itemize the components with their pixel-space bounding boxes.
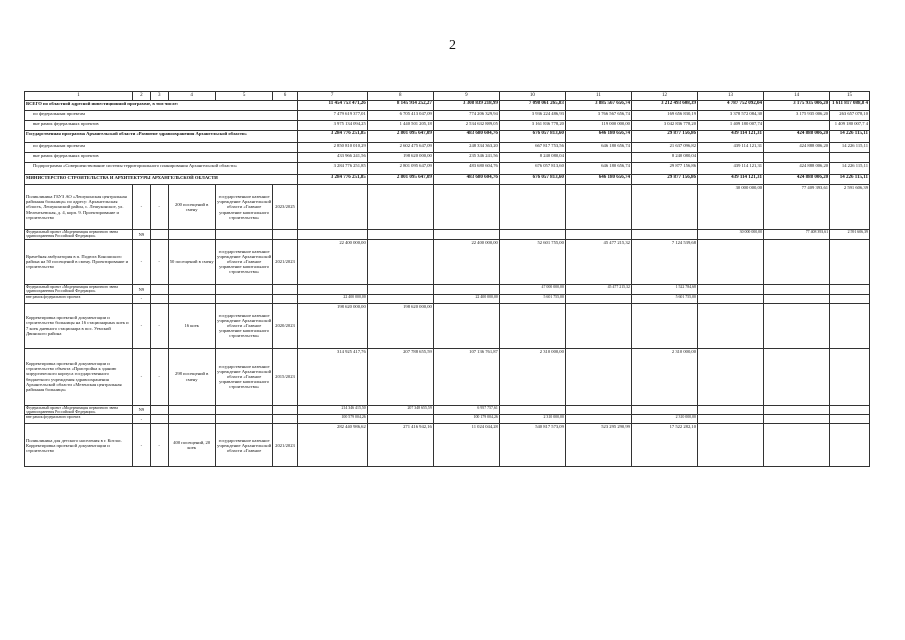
- project-code-a: -: [132, 303, 150, 348]
- column-number-cell: 6: [273, 92, 297, 101]
- amount-cell: 100 179 004,26: [433, 415, 499, 424]
- amount-cell: 282 440 986,62: [297, 424, 367, 467]
- summary-row: [25, 101, 870, 111]
- amount-cell: 424 888 006,20: [764, 175, 830, 185]
- amount-cell: [631, 303, 697, 348]
- amount-cell: [631, 230, 697, 240]
- amount-cell: [565, 153, 631, 163]
- project-period: 2015/2023: [273, 348, 297, 405]
- amount-cell: 5 601 755,00: [499, 294, 565, 303]
- summary-row-label: Подпрограмма «Совершенствование системы территориального планирования Архангельской области»: [25, 163, 298, 175]
- amount-cell: 2 310 000,00: [499, 348, 565, 405]
- project-code-b: -: [150, 185, 168, 230]
- empty-cell: [150, 294, 168, 303]
- amount-cell: 3 308 839 218,99: [433, 101, 499, 111]
- project-row: [25, 185, 870, 230]
- amount-cell: [764, 284, 830, 294]
- project-name: Корректировка проектной документации и строительство объекта «Пристройка к зданию хирургического корпуса государственного бюджетного учреждения здравоохранения Архангельской области «Мезенская центральная районная больница»: [25, 348, 133, 405]
- amount-cell: 1 440 501 205,18: [367, 121, 433, 131]
- amount-cell: 424 888 006,20: [764, 131, 830, 143]
- amount-cell: 198 620 000,00: [367, 153, 433, 163]
- amount-cell: [698, 303, 764, 348]
- amount-cell: [830, 348, 870, 405]
- amount-cell: 45 477 215,32: [565, 284, 631, 294]
- empty-cell: [215, 284, 273, 294]
- amount-cell: 4 787 752 092,04: [698, 101, 764, 111]
- amount-cell: [764, 153, 830, 163]
- project-customer: государственное казенное учреждение Архангельской области «Главное управление капитального строительства»: [215, 303, 273, 348]
- amount-cell: 676 057 813,60: [499, 175, 565, 185]
- amount-cell: 8 145 914 252,27: [367, 101, 433, 111]
- funding-source-label: вне рамок федерального проекта: [25, 415, 133, 424]
- amount-cell: [698, 415, 764, 424]
- amount-cell: [499, 230, 565, 240]
- project-row: [25, 303, 870, 348]
- amount-cell: 3 212 493 608,39: [631, 101, 697, 111]
- project-period: 2020/2023: [273, 303, 297, 348]
- amount-cell: 29 877 156,86: [631, 131, 697, 143]
- amount-cell: 3 284 776 251,85: [297, 163, 367, 175]
- amount-cell: [367, 185, 433, 230]
- amount-cell: 22 400 000,00: [433, 239, 499, 284]
- empty-cell: [215, 405, 273, 415]
- project-period: 2021/2023: [273, 239, 297, 284]
- summary-row: [25, 131, 870, 143]
- amount-cell: 5 601 755,00: [631, 294, 697, 303]
- summary-row: [25, 153, 870, 163]
- project-name: Поликлиника для детского населения в г. Котлас. Корректировка проектной документации и строительство: [25, 424, 133, 467]
- amount-cell: [764, 405, 830, 415]
- project-capacity: 200 посещений в смену: [168, 185, 215, 230]
- column-number-cell: 2: [132, 92, 150, 101]
- amount-cell: 22 400 000,00: [297, 239, 367, 284]
- empty-cell: [273, 230, 297, 240]
- funding-source-row: [25, 294, 870, 303]
- amount-cell: 1 409 180 007,74: [698, 121, 764, 131]
- amount-cell: [433, 185, 499, 230]
- column-number-cell: 9: [433, 92, 499, 101]
- amount-cell: 3 042 836 778,20: [631, 121, 697, 131]
- project-code-b: -: [150, 424, 168, 467]
- amount-cell: 483 680 604,76: [433, 163, 499, 175]
- amount-cell: 107 136 761,87: [433, 348, 499, 405]
- amount-cell: [499, 185, 565, 230]
- amount-cell: [830, 405, 870, 415]
- amount-cell: 14 226 115,11: [830, 175, 870, 185]
- amount-cell: 198 620 000,00: [297, 303, 367, 348]
- empty-cell: [215, 415, 273, 424]
- amount-cell: 1 409 180 007,7 4: [830, 121, 870, 131]
- empty-cell: [168, 230, 215, 240]
- amount-cell: 77 409 393,61: [764, 185, 830, 230]
- amount-cell: [433, 230, 499, 240]
- column-number-cell: 5: [215, 92, 273, 101]
- amount-cell: 424 888 006,20: [764, 163, 830, 175]
- amount-cell: [830, 415, 870, 424]
- empty-cell: [215, 230, 273, 240]
- amount-cell: [764, 303, 830, 348]
- amount-cell: 2 534 632 889,05: [433, 121, 499, 131]
- amount-cell: [764, 424, 830, 467]
- empty-cell: [273, 405, 297, 415]
- amount-cell: 30 000 000,00: [698, 185, 764, 230]
- empty-cell: [150, 405, 168, 415]
- amount-cell: 2 801 095 647,09: [367, 131, 433, 143]
- amount-cell: 6 705 413 047,09: [367, 111, 433, 121]
- amount-cell: 207 348 655,59: [367, 405, 433, 415]
- amount-cell: [367, 415, 433, 424]
- amount-cell: [764, 294, 830, 303]
- empty-cell: [168, 284, 215, 294]
- amount-cell: [297, 185, 367, 230]
- empty-cell: [273, 284, 297, 294]
- empty-cell: [215, 294, 273, 303]
- amount-cell: 14 226 115,11: [830, 143, 870, 153]
- amount-cell: [830, 284, 870, 294]
- project-customer: государственное казенное учреждение Архангельской области «Главное управление капитального строительства»: [215, 239, 273, 284]
- funding-source-code: -: [132, 415, 150, 424]
- amount-cell: [698, 153, 764, 163]
- funding-source-row: [25, 415, 870, 424]
- amount-cell: 3 766 567 656,74: [565, 111, 631, 121]
- amount-cell: [698, 424, 764, 467]
- amount-cell: 483 680 604,76: [433, 175, 499, 185]
- project-capacity: 298 посещений в смену: [168, 348, 215, 405]
- amount-cell: 523 295 290,99: [565, 424, 631, 467]
- empty-cell: [150, 415, 168, 424]
- amount-cell: 1 522 784,68: [631, 284, 697, 294]
- project-capacity: 400 посещений, 20 коек: [168, 424, 215, 467]
- amount-cell: [565, 415, 631, 424]
- amount-cell: 6 957 757,61: [433, 405, 499, 415]
- amount-cell: [764, 348, 830, 405]
- amount-cell: 676 057 813,60: [499, 131, 565, 143]
- project-period: 2021/2023: [273, 424, 297, 467]
- amount-cell: 3 885 567 656,74: [565, 101, 631, 111]
- amount-cell: 646 180 656,74: [565, 163, 631, 175]
- empty-cell: [168, 294, 215, 303]
- amount-cell: 3 975 134 094,25: [297, 121, 367, 131]
- project-code-b: -: [150, 348, 168, 405]
- summary-row: [25, 175, 870, 185]
- project-customer: государственное казенное учреждение Архангельской области «Главное: [215, 424, 273, 467]
- amount-cell: [565, 230, 631, 240]
- amount-cell: 14 226 115,11: [830, 163, 870, 175]
- column-number-cell: 13: [698, 92, 764, 101]
- funding-source-code: N9: [132, 230, 150, 240]
- amount-cell: [830, 153, 870, 163]
- amount-cell: 2 801 095 647,09: [367, 163, 433, 175]
- amount-cell: 17 522 282,10: [631, 424, 697, 467]
- amount-cell: 314 925 417,76: [297, 348, 367, 405]
- amount-cell: 14 226 115,11: [830, 131, 870, 143]
- amount-cell: 207 788 655,59: [367, 348, 433, 405]
- amount-cell: 8 240 080,04: [499, 153, 565, 163]
- amount-cell: 22 400 000,00: [433, 294, 499, 303]
- summary-row-label: вне рамок федеральных проектов: [25, 121, 298, 131]
- amount-cell: 235 346 241,56: [433, 153, 499, 163]
- amount-cell: 646 180 656,74: [565, 131, 631, 143]
- amount-cell: [764, 415, 830, 424]
- summary-row: [25, 143, 870, 153]
- amount-cell: 100 579 004,26: [297, 415, 367, 424]
- amount-cell: 646 180 656,74: [565, 175, 631, 185]
- project-code-a: -: [132, 185, 150, 230]
- empty-cell: [150, 284, 168, 294]
- amount-cell: [565, 348, 631, 405]
- amount-cell: [565, 303, 631, 348]
- amount-cell: 676 057 813,60: [499, 163, 565, 175]
- amount-cell: 11 024 044,28: [433, 424, 499, 467]
- amount-cell: [367, 239, 433, 284]
- amount-cell: 540 817 573,09: [499, 424, 565, 467]
- summary-row-label: ВСЕГО по областной адресной инвестиционной программе, в том числе:: [25, 101, 298, 111]
- amount-cell: 439 114 121,31: [698, 175, 764, 185]
- amount-cell: 424 888 006,20: [764, 143, 830, 153]
- amount-cell: [764, 239, 830, 284]
- column-number-cell: 12: [631, 92, 697, 101]
- amount-cell: 3 161 836 778,20: [499, 121, 565, 131]
- amount-cell: [565, 294, 631, 303]
- project-name: Корректировка проектной документации и строительство больницы на 16 стационарных коек и 7 коек дневного стационара в пос. Уемский Двинского района: [25, 303, 133, 348]
- column-number-cell: 14: [764, 92, 830, 101]
- amount-cell: 45 477 215,32: [565, 239, 631, 284]
- amount-cell: 2 310 000,00: [499, 415, 565, 424]
- amount-cell: 3 284 776 251,85: [297, 175, 367, 185]
- amount-cell: 11 454 753 471,26: [297, 101, 367, 111]
- summary-row-label: МИНИСТЕРСТВО СТРОИТЕЛЬСТВА И АРХИТЕКТУРЫ АРХАНГЕЛЬСКОЙ ОБЛАСТИ: [25, 175, 298, 185]
- amount-cell: 3 284 776 251,85: [297, 131, 367, 143]
- amount-cell: 439 114 121,31: [698, 143, 764, 153]
- amount-cell: [631, 185, 697, 230]
- amount-cell: 198 620 000,00: [367, 303, 433, 348]
- amount-cell: 47 000 000,00: [499, 284, 565, 294]
- project-code-a: -: [132, 239, 150, 284]
- amount-cell: 667 817 753,56: [499, 143, 565, 153]
- amount-cell: [367, 294, 433, 303]
- summary-row: [25, 121, 870, 131]
- column-number-cell: 7: [297, 92, 367, 101]
- amount-cell: 439 114 121,31: [698, 163, 764, 175]
- funding-source-code: N9: [132, 405, 150, 415]
- project-row: [25, 424, 870, 467]
- amount-cell: [433, 303, 499, 348]
- amount-cell: 774 206 329,94: [433, 111, 499, 121]
- project-capacity: 50 посещений в смену: [168, 239, 215, 284]
- column-number-cell: 10: [499, 92, 565, 101]
- investment-program-table: [24, 91, 870, 467]
- funding-source-code: -: [132, 294, 150, 303]
- amount-cell: 263 657 078,10: [830, 111, 870, 121]
- empty-cell: [168, 415, 215, 424]
- amount-cell: 7 098 061 265,83: [499, 101, 565, 111]
- amount-cell: [698, 348, 764, 405]
- amount-cell: [297, 284, 367, 294]
- amount-cell: [698, 294, 764, 303]
- amount-cell: [698, 405, 764, 415]
- project-code-b: -: [150, 303, 168, 348]
- amount-cell: [565, 405, 631, 415]
- summary-row-label: вне рамок федеральных проектов: [25, 153, 298, 163]
- summary-row: [25, 111, 870, 121]
- amount-cell: 29 877 156,86: [631, 175, 697, 185]
- amount-cell: 3 175 935 006,20: [764, 101, 830, 111]
- funding-source-label: Федеральный проект «Модернизация первичного звена здравоохранения Российской Федерации»: [25, 284, 133, 294]
- amount-cell: 248 334 363,20: [433, 143, 499, 153]
- page-number: 2: [449, 38, 456, 53]
- amount-cell: 439 114 121,31: [698, 131, 764, 143]
- project-customer: государственное казенное учреждение Архангельской области «Главное управление капитального строительства»: [215, 348, 273, 405]
- project-name: Врачебная амбулатория в п. Подюга Коношского района на 50 посещений в смену. Проектирование и строительство: [25, 239, 133, 284]
- summary-row: [25, 163, 870, 175]
- project-customer: государственное казенное учреждение Архангельской области «Главное управление капитального строительства»: [215, 185, 273, 230]
- amount-cell: 483 680 604,76: [433, 131, 499, 143]
- amount-cell: 433 966 241,56: [297, 153, 367, 163]
- amount-cell: 3 936 224 486,93: [499, 111, 565, 121]
- amount-cell: [830, 303, 870, 348]
- amount-cell: 22 400 000,00: [297, 294, 367, 303]
- project-row: [25, 348, 870, 405]
- amount-cell: 646 180 656,74: [565, 143, 631, 153]
- column-number-cell: 8: [367, 92, 433, 101]
- empty-cell: [150, 230, 168, 240]
- project-capacity: 16 коек: [168, 303, 215, 348]
- amount-cell: 3 378 572 084,30: [698, 111, 764, 121]
- amount-cell: [698, 239, 764, 284]
- summary-row-label: Государственная программа Архангельской области «Развитие здравоохранения Архангельской области»: [25, 131, 298, 143]
- column-number-cell: 15: [830, 92, 870, 101]
- amount-cell: [698, 284, 764, 294]
- amount-cell: 2 591 606,39: [830, 185, 870, 230]
- column-number-cell: 1: [25, 92, 133, 101]
- amount-cell: [830, 294, 870, 303]
- funding-source-label: вне рамок федерального проекта: [25, 294, 133, 303]
- funding-source-row: [25, 405, 870, 415]
- column-number-cell: 4: [168, 92, 215, 101]
- amount-cell: 2 850 810 010,29: [297, 143, 367, 153]
- amount-cell: [631, 405, 697, 415]
- column-number-row: [25, 92, 870, 101]
- amount-cell: 1 611 817 088,8 4: [830, 101, 870, 111]
- amount-cell: 7 479 619 377,01: [297, 111, 367, 121]
- empty-cell: [168, 405, 215, 415]
- amount-cell: [565, 185, 631, 230]
- amount-cell: [830, 239, 870, 284]
- project-code-a: -: [132, 348, 150, 405]
- amount-cell: 2 801 095 647,09: [367, 175, 433, 185]
- amount-cell: 2 602 475 647,09: [367, 143, 433, 153]
- amount-cell: 2 310 000,00: [631, 415, 697, 424]
- amount-cell: 3 175 935 006,20: [764, 111, 830, 121]
- column-number-cell: 11: [565, 92, 631, 101]
- amount-cell: [764, 121, 830, 131]
- funding-source-label: Федеральный проект «Модернизация первичного звена здравоохранения Российской Федерации»: [25, 405, 133, 415]
- amount-cell: [499, 303, 565, 348]
- project-period: 2023/2025: [273, 185, 297, 230]
- amount-cell: 7 124 539,68: [631, 239, 697, 284]
- project-code-a: -: [132, 424, 150, 467]
- project-code-b: -: [150, 239, 168, 284]
- funding-source-row: [25, 284, 870, 294]
- amount-cell: [367, 230, 433, 240]
- amount-cell: 2 310 000,00: [631, 348, 697, 405]
- amount-cell: 30 000 000,00: [698, 230, 764, 240]
- funding-source-label: Федеральный проект «Модернизация первичного звена здравоохранения Российской Федерации»: [25, 230, 133, 240]
- amount-cell: 214 346 415,50: [297, 405, 367, 415]
- amount-cell: 271 416 942,16: [367, 424, 433, 467]
- empty-cell: [273, 294, 297, 303]
- amount-cell: [499, 405, 565, 415]
- amount-cell: 77 408 393,61: [764, 230, 830, 240]
- amount-cell: 21 637 096,82: [631, 143, 697, 153]
- amount-cell: 2 591 606,39: [830, 230, 870, 240]
- amount-cell: 8 240 080,04: [631, 153, 697, 163]
- amount-cell: [367, 284, 433, 294]
- amount-cell: 52 601 755,00: [499, 239, 565, 284]
- amount-cell: 169 656 830,19: [631, 111, 697, 121]
- funding-source-row: [25, 230, 870, 240]
- amount-cell: [830, 424, 870, 467]
- project-row: [25, 239, 870, 284]
- amount-cell: [433, 284, 499, 294]
- amount-cell: 119 000 000,00: [565, 121, 631, 131]
- summary-row-label: по федеральным проектам: [25, 143, 298, 153]
- column-number-cell: 3: [150, 92, 168, 101]
- amount-cell: 29 877 156,86: [631, 163, 697, 175]
- summary-row-label: по федеральным проектам: [25, 111, 298, 121]
- empty-cell: [273, 415, 297, 424]
- funding-source-code: N9: [132, 284, 150, 294]
- amount-cell: [297, 230, 367, 240]
- project-name: Поликлиника ГБУЗ АО «Лешуконская центральная районная больница» по адресу: Архангельская область, Лешуконский район, с. Лешуконское, ул. Мелентьевская, д. 4, корп. 9. Проектирование и строительство: [25, 185, 133, 230]
